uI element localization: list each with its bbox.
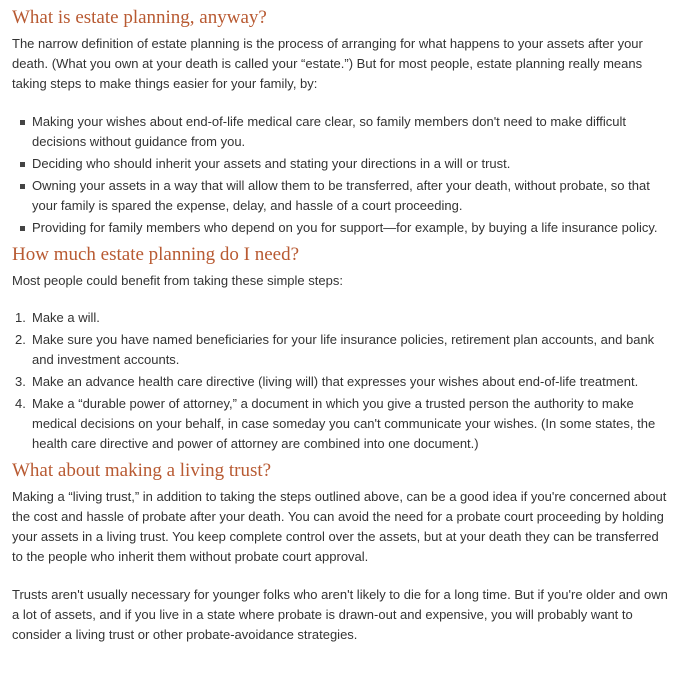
list-item-text: Making your wishes about end-of-life medical care clear, so family members don't need to make difficult decisions without guidance from you. — [32, 114, 627, 149]
list-item-number: 3. — [15, 374, 26, 389]
section-paragraph: Trusts aren't usually necessary for younger folks who aren't likely to die for a long time. But if you're older and own a lot of assets, and if you live in a state where probate is drawn-out and expensive, you will probably want to consider a living trust or other probate-avoidance strategies. — [12, 587, 668, 642]
square-bullet-icon — [20, 120, 25, 125]
section-intro: The narrow definition of estate planning is the process of arranging for what happens to your assets after your death. (What you own at your death is called your “estate.”) But for most people, estate planning really means taking steps to make things easier for your family, by: — [12, 36, 643, 91]
list-item — [12, 394, 668, 454]
section-heading: How much estate planning do I need? — [12, 244, 300, 265]
list-item — [12, 176, 668, 216]
list-item-number: 4. — [15, 396, 26, 411]
paragraph-spacer — [12, 567, 668, 585]
section-heading: What is estate planning, anyway? — [12, 7, 267, 28]
list-item-text: Providing for family members who depend on you for support—for example, by buying a life insurance policy. — [32, 220, 658, 235]
list-item — [12, 154, 668, 174]
list-item-text: Deciding who should inherit your assets and stating your directions in a will or trust. — [32, 156, 511, 171]
square-bullet-icon — [20, 162, 25, 167]
list-item — [12, 308, 668, 328]
list-item — [12, 330, 668, 370]
square-bullet-icon — [20, 226, 25, 231]
list-item-number: 1. — [15, 310, 26, 325]
list-item-number: 2. — [15, 332, 26, 347]
bullet-list — [12, 112, 668, 238]
section-intro: Most people could benefit from taking these simple steps: — [12, 273, 343, 288]
section-heading: What about making a living trust? — [12, 460, 272, 481]
list-item — [12, 372, 668, 392]
section-how-much-estate-planning — [12, 244, 668, 454]
list-item-text: Make an advance health care directive (living will) that expresses your wishes about end-of-life treatment. — [32, 374, 639, 389]
section-living-trust — [12, 460, 668, 645]
section-what-is-estate-planning — [12, 7, 668, 238]
list-item-text: Make sure you have named beneficiaries for your life insurance policies, retirement plan accounts, and bank and investment accounts. — [32, 332, 655, 367]
list-item-text: Owning your assets in a way that will allow them to be transferred, after your death, without probate, so that your family is spared the expense, delay, and hassle of a court proceeding. — [32, 178, 650, 213]
numbered-list — [12, 308, 668, 454]
list-item — [12, 218, 668, 238]
square-bullet-icon — [20, 184, 25, 189]
list-item-text: Make a “durable power of attorney,” a document in which you give a trusted person the authority to make medical decisions on your behalf, in case someday you can't communicate your wishes. (In some states, the health care directive and power of attorney are combined into one document.) — [32, 396, 656, 451]
list-item — [12, 112, 668, 152]
section-paragraph: Making a “living trust,” in addition to taking the steps outlined above, can be a good idea if you're concerned about the cost and hassle of probate after your death. You can avoid the need for a probate court proceeding by holding your assets in a living trust. You keep complete control over the assets, but at your death they can be transferred to the people who inherit them without probate court approval. — [12, 489, 667, 564]
list-item-text: Make a will. — [32, 310, 100, 325]
